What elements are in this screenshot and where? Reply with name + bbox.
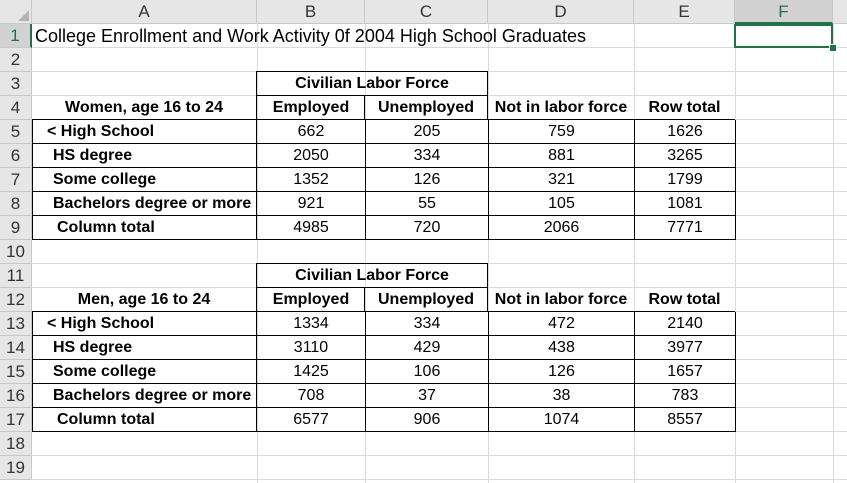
women-cell-unemployed[interactable]: 55 <box>365 192 488 216</box>
women-header-not-in-labor-force[interactable]: Not in labor force <box>488 96 634 120</box>
men-cell-not-in-labor-force[interactable]: 38 <box>488 384 634 408</box>
column-header-d[interactable]: D <box>488 0 634 24</box>
women-cell-row-total[interactable]: 1081 <box>634 192 736 216</box>
men-cell-row-total[interactable]: 783 <box>634 384 736 408</box>
column-header-e[interactable]: E <box>634 0 735 24</box>
women-header-employed[interactable]: Employed <box>256 95 365 120</box>
row-header-19[interactable]: 19 <box>0 456 32 480</box>
men-cell-employed[interactable]: 6577 <box>256 408 365 432</box>
row-header-15[interactable]: 15 <box>0 360 32 384</box>
men-header-employed[interactable]: Employed <box>256 287 365 312</box>
women-cell-row-total[interactable]: 3265 <box>634 144 736 168</box>
row-header-13[interactable]: 13 <box>0 312 32 336</box>
women-cell-row-total[interactable]: 1799 <box>634 168 736 192</box>
men-cell-unemployed[interactable]: 429 <box>365 336 488 360</box>
men-cell-not-in-labor-force[interactable]: 126 <box>488 360 634 384</box>
gridline <box>833 24 834 483</box>
men-header-unemployed[interactable]: Unemployed <box>364 287 488 312</box>
row-header-14[interactable]: 14 <box>0 336 32 360</box>
women-header-row-total[interactable]: Row total <box>634 96 735 120</box>
row-header-11[interactable]: 11 <box>0 264 32 288</box>
men-cell-row-total[interactable]: 3977 <box>634 336 736 360</box>
men-cell-employed[interactable]: 3110 <box>256 336 365 360</box>
select-all-corner[interactable] <box>0 0 32 24</box>
men-row-label[interactable]: < High School <box>32 312 261 336</box>
men-cell-not-in-labor-force[interactable]: 438 <box>488 336 634 360</box>
women-cell-not-in-labor-force[interactable]: 881 <box>488 144 634 168</box>
women-cell-row-total[interactable]: 7771 <box>634 216 736 240</box>
row-header-3[interactable]: 3 <box>0 72 32 96</box>
column-header-f[interactable]: F <box>735 0 833 24</box>
column-header-b[interactable]: B <box>257 0 365 24</box>
column-header-c[interactable]: C <box>365 0 488 24</box>
women-cell-unemployed[interactable]: 720 <box>365 216 488 240</box>
column-header-a[interactable]: A <box>32 0 257 24</box>
men-row-label[interactable]: Bachelors degree or more <box>32 384 257 408</box>
row-header-6[interactable]: 6 <box>0 144 32 168</box>
women-cell-not-in-labor-force[interactable]: 321 <box>488 168 634 192</box>
women-cell-employed[interactable]: 921 <box>256 192 365 216</box>
women-cell-unemployed[interactable]: 205 <box>365 120 488 144</box>
select-all-triangle-icon <box>18 10 29 21</box>
men-cell-unemployed[interactable]: 37 <box>365 384 488 408</box>
women-cell-employed[interactable]: 4985 <box>256 216 365 240</box>
row-header-18[interactable]: 18 <box>0 432 32 456</box>
women-cell-row-total[interactable]: 1626 <box>634 120 736 144</box>
women-cell-employed[interactable]: 2050 <box>256 144 365 168</box>
active-cell-selection[interactable] <box>734 24 833 48</box>
row-header-7[interactable]: 7 <box>0 168 32 192</box>
women-cell-unemployed[interactable]: 334 <box>365 144 488 168</box>
men-cell-unemployed[interactable]: 106 <box>365 360 488 384</box>
men-header-not-in-labor-force[interactable]: Not in labor force <box>488 288 634 312</box>
men-column-total-label[interactable]: Column total <box>32 408 257 432</box>
men-cell-employed[interactable]: 1425 <box>256 360 365 384</box>
women-table-label[interactable]: Women, age 16 to 24 <box>32 96 256 120</box>
women-cell-not-in-labor-force[interactable]: 2066 <box>488 216 634 240</box>
men-group-header[interactable]: Civilian Labor Force <box>256 263 488 288</box>
women-cell-employed[interactable]: 662 <box>256 120 365 144</box>
gridline <box>32 455 847 456</box>
men-header-row-total[interactable]: Row total <box>634 288 735 312</box>
men-cell-employed[interactable]: 1334 <box>256 312 365 336</box>
men-cell-not-in-labor-force[interactable]: 472 <box>488 312 634 336</box>
men-cell-row-total[interactable]: 2140 <box>634 312 736 336</box>
men-cell-employed[interactable]: 708 <box>256 384 365 408</box>
gridline <box>32 479 847 480</box>
men-cell-unemployed[interactable]: 334 <box>365 312 488 336</box>
women-cell-employed[interactable]: 1352 <box>256 168 365 192</box>
women-cell-not-in-labor-force[interactable]: 759 <box>488 120 634 144</box>
women-row-label[interactable]: Some college <box>32 168 257 192</box>
row-header-1[interactable]: 1 <box>0 24 32 48</box>
row-header-10[interactable]: 10 <box>0 240 32 264</box>
column-header-g[interactable] <box>833 0 847 24</box>
fill-handle[interactable] <box>829 44 837 52</box>
sheet-title[interactable]: College Enrollment and Work Activity 0f 2004 High School Graduates <box>35 26 586 46</box>
row-header-9[interactable]: 9 <box>0 216 32 240</box>
women-row-label[interactable]: < High School <box>32 120 261 144</box>
women-row-label[interactable]: Bachelors degree or more <box>32 192 257 216</box>
women-row-label[interactable]: HS degree <box>32 144 257 168</box>
row-header-16[interactable]: 16 <box>0 384 32 408</box>
men-row-label[interactable]: Some college <box>32 360 257 384</box>
women-group-header[interactable]: Civilian Labor Force <box>256 71 488 96</box>
men-table-label[interactable]: Men, age 16 to 24 <box>32 288 256 312</box>
women-column-total-label[interactable]: Column total <box>32 216 257 240</box>
men-row-label[interactable]: HS degree <box>32 336 257 360</box>
row-header-8[interactable]: 8 <box>0 192 32 216</box>
women-header-unemployed[interactable]: Unemployed <box>364 95 488 120</box>
row-header-2[interactable]: 2 <box>0 48 32 72</box>
row-header-17[interactable]: 17 <box>0 408 32 432</box>
women-cell-not-in-labor-force[interactable]: 105 <box>488 192 634 216</box>
men-cell-row-total[interactable]: 1657 <box>634 360 736 384</box>
row-header-5[interactable]: 5 <box>0 120 32 144</box>
men-cell-not-in-labor-force[interactable]: 1074 <box>488 408 634 432</box>
men-cell-unemployed[interactable]: 906 <box>365 408 488 432</box>
women-cell-unemployed[interactable]: 126 <box>365 168 488 192</box>
men-cell-row-total[interactable]: 8557 <box>634 408 736 432</box>
row-header-12[interactable]: 12 <box>0 288 32 312</box>
row-header-4[interactable]: 4 <box>0 96 32 120</box>
